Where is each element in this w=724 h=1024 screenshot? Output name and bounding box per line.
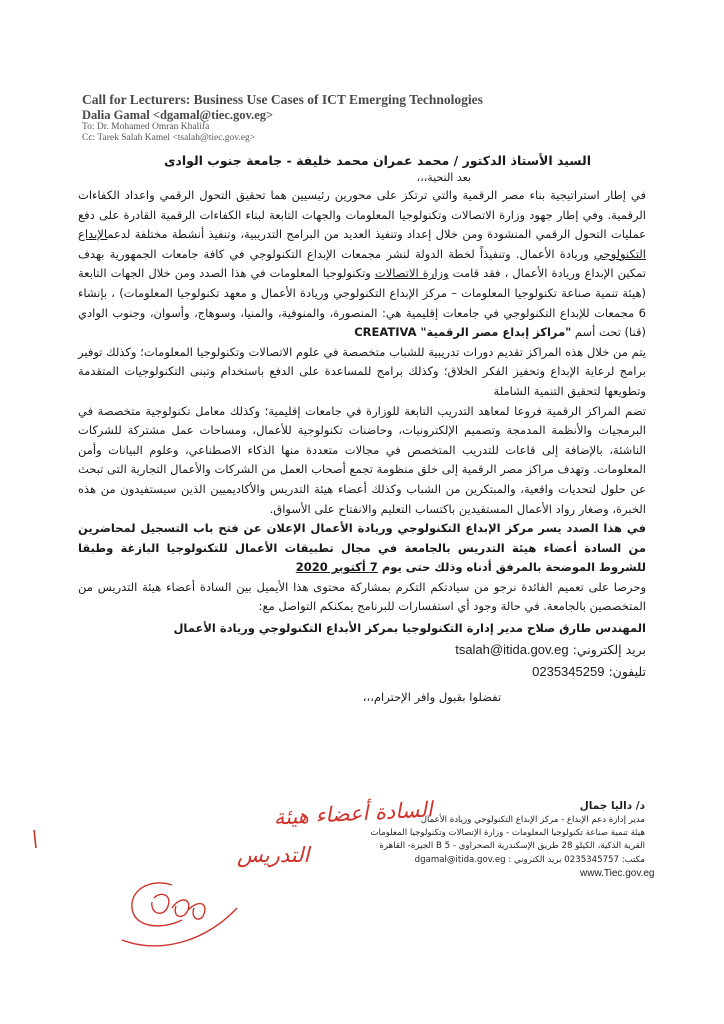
paragraph-intro-cont: وريادة الأعمال. وتنفيذاً لخطة الدولة لنشر مجمعات الإبداع التكنولوجي في كافة جامعات الجمهورية بهدف تمكين الإبداع وريادة الأعمال ، فقد قامت (78, 246, 646, 281)
email-header (82, 92, 682, 144)
paragraph-branches: تضم المراكز الرقمية فروعا لمعاهد التدريب التابعة للوزارة في جامعات إقليمية؛ وكذلك معامل تكنولوجية متخصصة في البرمجيات والأنظمة المدمجة وتصميم الإلكترونيات، وحاضنات تكنولوجية للأعمال، ومساحات عمل مشتركة للشركات الناشئة، بالإضافة إلى قاعات للتدريب المتخصص في مجالات متعددة منها الذكاء الاصطناعي، وعلوم البيانات وأمن المعلومات. وتهدف مراكز مصر الرقمية إلى خلق منظومة تجمع أصحاب العمل من الشركات والأعمال التجارية التى تبحث عن حلول لتحديات واقعية، والمبتكرين من الشباب وكذلك أعضاء هيئة التدريس والأكاديميين الذين سيستفيدون من هذه الخبرة، وصغار رواد الأعمال المستفيدين باكتساب التعليم والانفتاح على الأسواق. (78, 403, 646, 516)
contact-email-label: بريد إلكتروني: (572, 642, 646, 658)
handwritten-mark (34, 830, 36, 848)
handwritten-line-2: التدريس (237, 843, 310, 867)
email-subject: Call for Lecturers: Business Use Cases of ICT Emerging Technologies (82, 92, 483, 107)
email-to: To: Dr. Mohamed Omran Khalifa (82, 122, 210, 132)
handwritten-signature (122, 883, 237, 946)
handwritten-line-1: السادة أعضاء هيئة (273, 797, 434, 830)
signature-block (465, 798, 645, 814)
contact-email[interactable]: tsalah@itida.gov.eg (455, 642, 569, 658)
handwritten-annotation (22, 790, 434, 960)
signature-website[interactable]: www.Tiec.gov.eg (580, 867, 655, 879)
announcement-text: في هذا الصدد يسر مركز الإبداع التكنولوجي وريادة الأعمال الإعلان عن فتح باب التسجيل لمحاضرين من السادة أعضاء هيئة التدريس بالجامعة في مجال تطبيقات الأعمال للتكنولوجيا البازغة وطبقا للشروط الموضحة بالمرفق أدناه وذلك حتى يوم (78, 521, 646, 575)
signature-name: د/ داليا جمال (579, 800, 645, 812)
signature-org: هيئة تنمية صناعة تكنولوجيا المعلومات - وزارة الإتصالات وتكنولوجيا المعلومات (370, 828, 645, 839)
paragraph-request: وحرصا على تعميم الفائدة نرجو من سيادتكم التكرم بمشاركة محتوى هذا الأيميل بين السادة أعضاء هيئة التدريس من المتخصصين بالجامعة. في حالة وجود أي استفسارات للبرنامج يمكنكم التواصل مع: (78, 579, 646, 614)
underlined-ministry: وزارة الاتصالات (374, 266, 449, 281)
deadline-date: 7 أكتوبر 2020 (295, 560, 378, 575)
email-cc: Cc: Tarek Salah Kamel <tsalah@tiec.gov.eg> (82, 133, 256, 143)
paragraph-centers: يتم من خلال هذه المراكز تقديم دورات تدريبية للشباب متخصصة في علوم الاتصالات وتكنولوجيا المعلومات؛ وكذلك توفير برامج لرعاية الإبداع وتحفيز الفكر الخلاق؛ وكذلك برامج للمساعدة على الدفع باستخدام وتبنى التكنولوجيات المتقدمة وتطويعها لتحقيق التنمية الشاملة (78, 344, 646, 398)
contact-name: المهندس طارق صلاح مدير إدارة التكنولوجيا بمركز الأبداع التكنولوجي وريادة الأعمال (173, 621, 646, 636)
greeting: بعد التحية،،، (416, 171, 471, 184)
creativa-brand: "مراكز إبداع مصر الرقمية" CREATIVA (354, 325, 572, 340)
email-from: Dalia Gamal <dgamal@tiec.gov.eg> (82, 108, 274, 122)
contact-phone-label: تليفون: (608, 664, 646, 680)
contact-email-row (78, 639, 646, 661)
signature-contact: مكتب: 0235345757 بريد الكتروني : dgamal@itida.gov.eg (414, 854, 645, 865)
paragraph-intro-cont2: وتكنولوجيا المعلومات في هذا الصدد ومن خلال الجهات التابعة (هيئة تنمية صناعة تكنولوجيا المعلومات – مركز الإبداع التكنولوجي وريادة الأعمال و معهد تكنولوجيا المعلومات) ، بإنشاء 6 مجمعات للإبداع التكنولوجي في جامعات إقليمية هي: المنصورة، والمنوفية، والمنيا، وسوهاج، وأسوان، وجنوب الوادي (قنا) تحت أسم (78, 266, 646, 340)
contact-phone: 0235345259 (532, 664, 605, 680)
letter-body (78, 151, 646, 711)
underlined-phrase: الإبداع التكنولوجي (78, 227, 646, 261)
signature-address: القرية الذكية، الكيلو 28 طريق الإسكندرية الصحراوي - B 5 الجيزة- القاهرة (379, 841, 645, 852)
signature-title: مدير إدارة دعم الإبداع - مركز الإبداع التكنولوجي وريادة الأعمال (420, 815, 645, 825)
paragraph-intro-text: في إطار استراتيجية بناء مصر الرقمية والتي ترتكز على محورين رئيسيين هما تحقيق التحول الرقمي واعداد الكفاءات الرقمية. وفي إطار جهود وزارة الاتصالات وتكنولوجيا المعلومات والجهات التابعة لبناء الكفاءات الرقمية القادرة على دفع عمليات التحول الرقمي المنشودة ومن خلال إعداد وتنفيذ العديد من البرامج التدريبية، وتنفيذ أنشطة مختلفة لدعم (78, 188, 646, 242)
paragraph-announcement (78, 519, 646, 578)
contact-phone-row (78, 661, 646, 683)
signature-details (360, 814, 655, 880)
recipient-line: السيد الأستاذ الدكتور / محمد عمران محمد خليفة - جامعة جنوب الوادى (163, 153, 591, 168)
closing-line: تفضلوا بقبول وافر الإحترام،،، (362, 690, 502, 705)
paragraph-intro (78, 186, 646, 343)
